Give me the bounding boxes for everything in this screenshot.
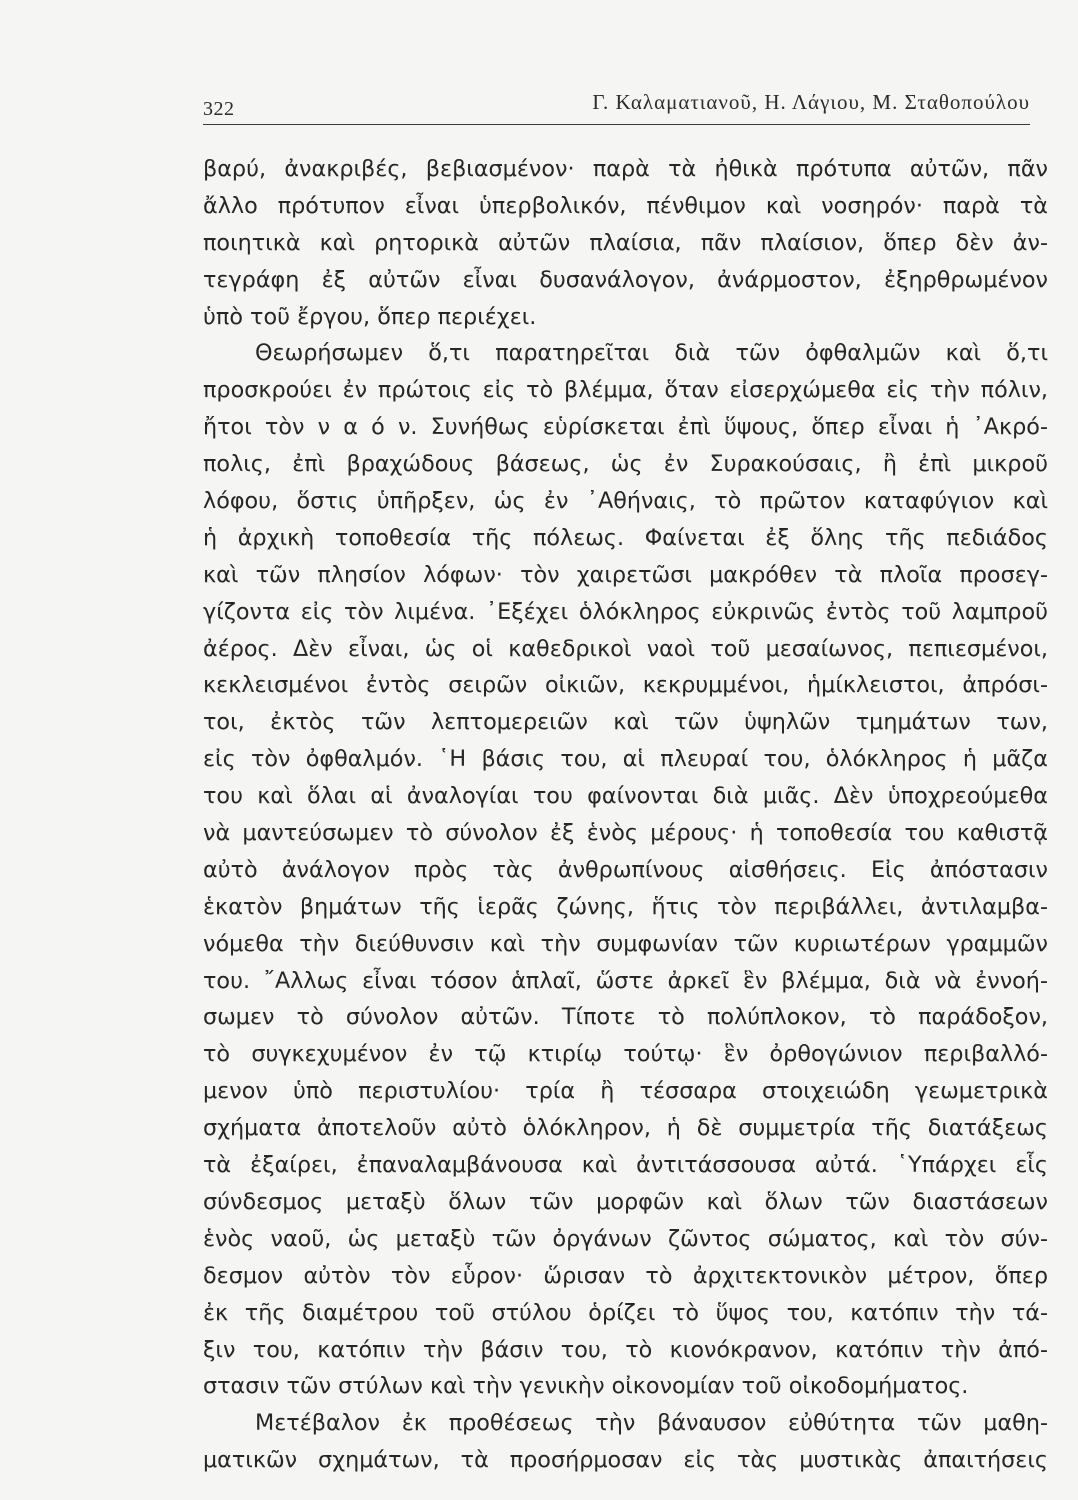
text-line: τοι, ἐκτὸς τῶν λεπτομερειῶν καὶ τῶν ὑψηλῶν τμημάτων των,: [203, 709, 1048, 736]
text-line: ἤτοι τὸν ν α ό ν. Συνήθως εὑρίσκεται ἐπὶ ὕψους, ὅπερ εἶναι ἡ ᾿Ακρό-: [203, 414, 1048, 441]
text-line: ἑκατὸν βημάτων τῆς ἱερᾶς ζώνης, ἥτις τὸν περιβάλλει, ἀντιλαμβα-: [203, 893, 1048, 920]
text-line: ξιν του, κατόπιν τὴν βάσιν του, τὸ κιονόκρανον, κατόπιν τὴν ἀπό-: [203, 1336, 1048, 1363]
page-number: 322: [203, 98, 235, 120]
text-line: του. ῎Αλλως εἶναι τόσον ἁπλαῖ, ὥστε ἀρκεῖ ἓν βλέμμα, διὰ νὰ ἐννοή-: [203, 967, 1048, 994]
page-header: [203, 88, 1030, 125]
body-text: [203, 151, 1048, 1479]
running-head: Γ. Καλαματιανοῦ, Η. Λάγιου, Μ. Σταθοπούλου: [592, 90, 1030, 114]
text-line: ἡ ἀρχικὴ τοποθεσία τῆς πόλεως. Φαίνεται ἐξ ὅλης τῆς πεδιάδος: [203, 524, 1048, 551]
text-line: ποιητικὰ καὶ ρητορικὰ αὐτῶν πλαίσια, πᾶν πλαίσιον, ὅπερ δὲν ἀν-: [203, 229, 1048, 256]
text-line: του καὶ ὅλαι αἱ ἀναλογίαι του φαίνονται διὰ μιᾶς. Δὲν ὑποχρεούμεθα: [203, 783, 1048, 810]
text-line: πολις, ἐπὶ βραχώδους βάσεως, ὡς ἐν Συρακούσαις, ἢ ἐπὶ μικροῦ: [203, 451, 1048, 478]
text-line: αὐτὸ ἀνάλογον πρὸς τὰς ἀνθρωπίνους αἰσθήσεις. Εἰς ἀπόστασιν: [203, 856, 1048, 883]
text-line: δεσμον αὐτὸν τὸν εὗρον· ὥρισαν τὸ ἀρχιτεκτονικὸν μέτρον, ὅπερ: [203, 1262, 1048, 1289]
text-line: ἑνὸς ναοῦ, ὡς μεταξὺ τῶν ὀργάνων ζῶντος σώματος, καὶ τὸν σύν-: [203, 1225, 1048, 1252]
text-line: νὰ μαντεύσωμεν τὸ σύνολον ἐξ ἑνὸς μέρους· ἡ τοποθεσία του καθιστᾷ: [203, 820, 1048, 847]
text-line: Μετέβαλον ἐκ προθέσεως τὴν βάναυσον εὐθύτητα τῶν μαθη-: [255, 1410, 1048, 1437]
text-line: κεκλεισμένοι ἐντὸς σειρῶν οἰκιῶν, κεκρυμμένοι, ἡμίκλειστοι, ἀπρόσι-: [203, 672, 1048, 699]
text-line: σωμεν τὸ σύνολον αὐτῶν. Τίποτε τὸ πολύπλοκον, τὸ παράδοξον,: [203, 1004, 1048, 1031]
text-line: στασιν τῶν στύλων καὶ τὴν γενικὴν οἰκονομίαν τοῦ οἰκοδομήματος.: [203, 1373, 969, 1400]
text-line: τεγράφη ἐξ αὐτῶν εἶναι δυσανάλογον, ἀνάρμοστον, ἐξηρθρωμένον: [203, 266, 1048, 293]
text-line: γίζοντα εἰς τὸν λιμένα. ᾿Εξέχει ὁλόκληρος εὐκρινῶς ἐντὸς τοῦ λαμπροῦ: [203, 598, 1048, 625]
text-line: νόμεθα τὴν διεύθυνσιν καὶ τὴν συμφωνίαν τῶν κυριωτέρων γραμμῶν: [203, 930, 1048, 957]
text-line: Θεωρήσωμεν ὅ,τι παρατηρεῖται διὰ τῶν ὀφθαλμῶν καὶ ὅ,τι: [255, 340, 1048, 367]
text-line: σχήματα ἀποτελοῦν αὐτὸ ὁλόκληρον, ἡ δὲ συμμετρία τῆς διατάξεως: [203, 1115, 1048, 1142]
text-line: τὰ ἐξαίρει, ἐπαναλαμβάνουσα καὶ ἀντιτάσσουσα αὐτά. ῾Υπάρχει εἷς: [203, 1152, 1048, 1179]
text-line: ματικῶν σχημάτων, τὰ προσήρμοσαν εἰς τὰς μυστικὰς ἀπαιτήσεις: [203, 1447, 1048, 1474]
text-line: καὶ τῶν πλησίον λόφων· τὸν χαιρετῶσι μακρόθεν τὰ πλοῖα προσεγ-: [203, 561, 1048, 588]
text-line: προσκρούει ἐν πρώτοις εἰς τὸ βλέμμα, ὅταν εἰσερχώμεθα εἰς τὴν πόλιν,: [203, 377, 1048, 404]
text-line: εἰς τὸν ὀφθαλμόν. ῾Η βάσις του, αἱ πλευραί του, ὁλόκληρος ἡ μᾶζα: [203, 746, 1048, 773]
text-line: ἐκ τῆς διαμέτρου τοῦ στύλου ὁρίζει τὸ ὕψος του, κατόπιν τὴν τά-: [203, 1299, 1048, 1326]
text-line: μενον ὑπὸ περιστυλίου· τρία ἢ τέσσαρα στοιχειώδη γεωμετρικὰ: [203, 1078, 1048, 1105]
text-line: ὑπὸ τοῦ ἔργου, ὅπερ περιέχει.: [203, 303, 537, 330]
text-line: βαρύ, ἀνακριβές, βεβιασμένον· παρὰ τὰ ἠθικὰ πρότυπα αὐτῶν, πᾶν: [203, 156, 1048, 182]
text-line: ἀέρος. Δὲν εἶναι, ὡς οἱ καθεδρικοὶ ναοὶ τοῦ μεσαίωνος, πεπιεσμένοι,: [203, 635, 1048, 662]
text-line: ἄλλο πρότυπον εἶναι ὑπερβολικόν, πένθιμον καὶ νοσηρόν· παρὰ τὰ: [203, 192, 1048, 219]
text-line: λόφου, ὅστις ὑπῆρξεν, ὡς ἐν ᾿Αθήναις, τὸ πρῶτον καταφύγιον καὶ: [203, 488, 1048, 515]
text-line: σύνδεσμος μεταξὺ ὅλων τῶν μορφῶν καὶ ὅλων τῶν διαστάσεων: [203, 1188, 1048, 1215]
text-line: τὸ συγκεχυμένον ἐν τῷ κτιρίῳ τούτῳ· ἓν ὀρθογώνιον περιβαλλό-: [203, 1041, 1048, 1068]
